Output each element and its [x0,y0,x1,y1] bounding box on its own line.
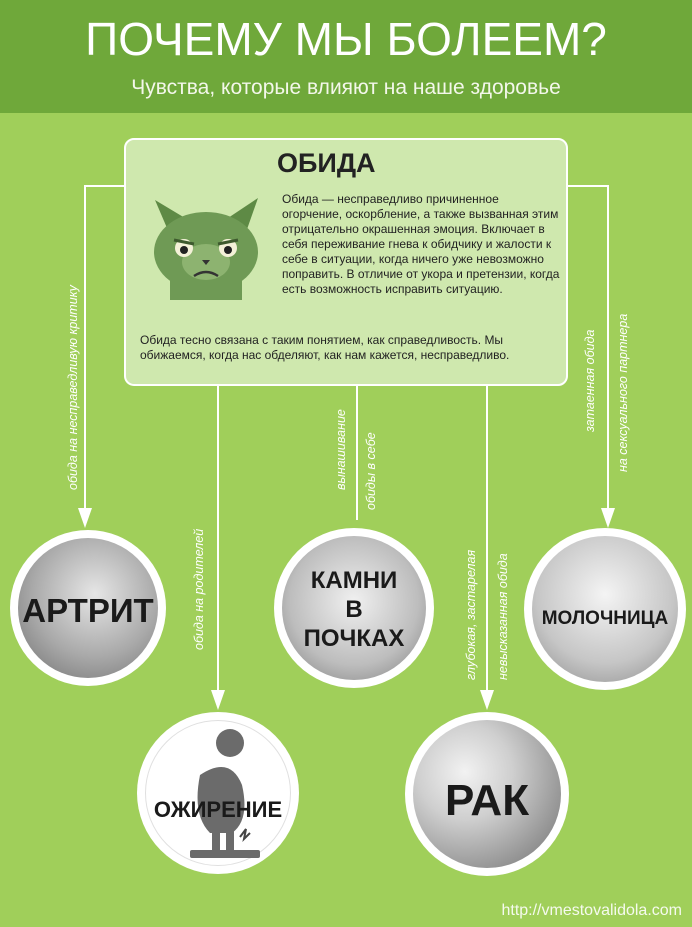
obesity-label: ОЖИРЕНИЕ [153,797,283,822]
page-subtitle: Чувства, которые влияют на наше здоровье [131,76,561,99]
kidney-label-line-2: В [345,596,363,623]
cause-partner-1: затаенная обида [583,329,597,432]
arrow-cancer [480,690,494,710]
thrush-label: МОЛОЧНИЦА [541,608,669,629]
grumpy-cat-icon [150,190,270,300]
card-title: ОБИДА [277,148,376,178]
kidney-label-line-1: КАМНИ [310,567,398,594]
cancer-label: РАК [444,776,530,825]
cause-nurturing-2: обиды в себе [364,432,378,510]
watermark-url: http://vmestovalidola.com [501,902,682,919]
kidney-label [274,566,434,653]
card-note: Обида тесно связана с таким понятием, как справедливость. Мы обижаемся, когда нас обделяют, как нам кажется, несправедливо. [140,333,510,362]
cause-parents: обида на родителей [192,528,206,650]
arrow-obesity [211,690,225,710]
cause-nurturing-1: вынашивание [334,409,348,490]
arrow-arthritis [78,508,92,528]
scale-person-icon [170,725,280,865]
card-description: Обида — несправедливо причиненное огорчение, оскорбление, а также вызванная этим отрицательно окрашенная эмоция. Включает в себя переживание гнева к обидчику и жалости к себе в ситуации, когда ничего уже невозможно поправить. В отличие от укора и претензии, когда есть возможность исправить ситуацию. [282,192,560,296]
page-title: ПОЧЕМУ МЫ БОЛЕЕМ? [85,13,607,65]
arrow-thrush [601,508,615,528]
cause-deep-1: глубокая, застарелая [464,549,478,680]
kidney-label-line-3: ПОЧКАХ [303,625,405,652]
arthritis-label: АРТРИТ [22,592,154,629]
cause-criticism: обида на несправедливую критику [66,285,80,490]
cause-partner-2: на сексуального партнера [616,313,630,472]
cause-deep-2: невысказанная обида [496,553,510,680]
